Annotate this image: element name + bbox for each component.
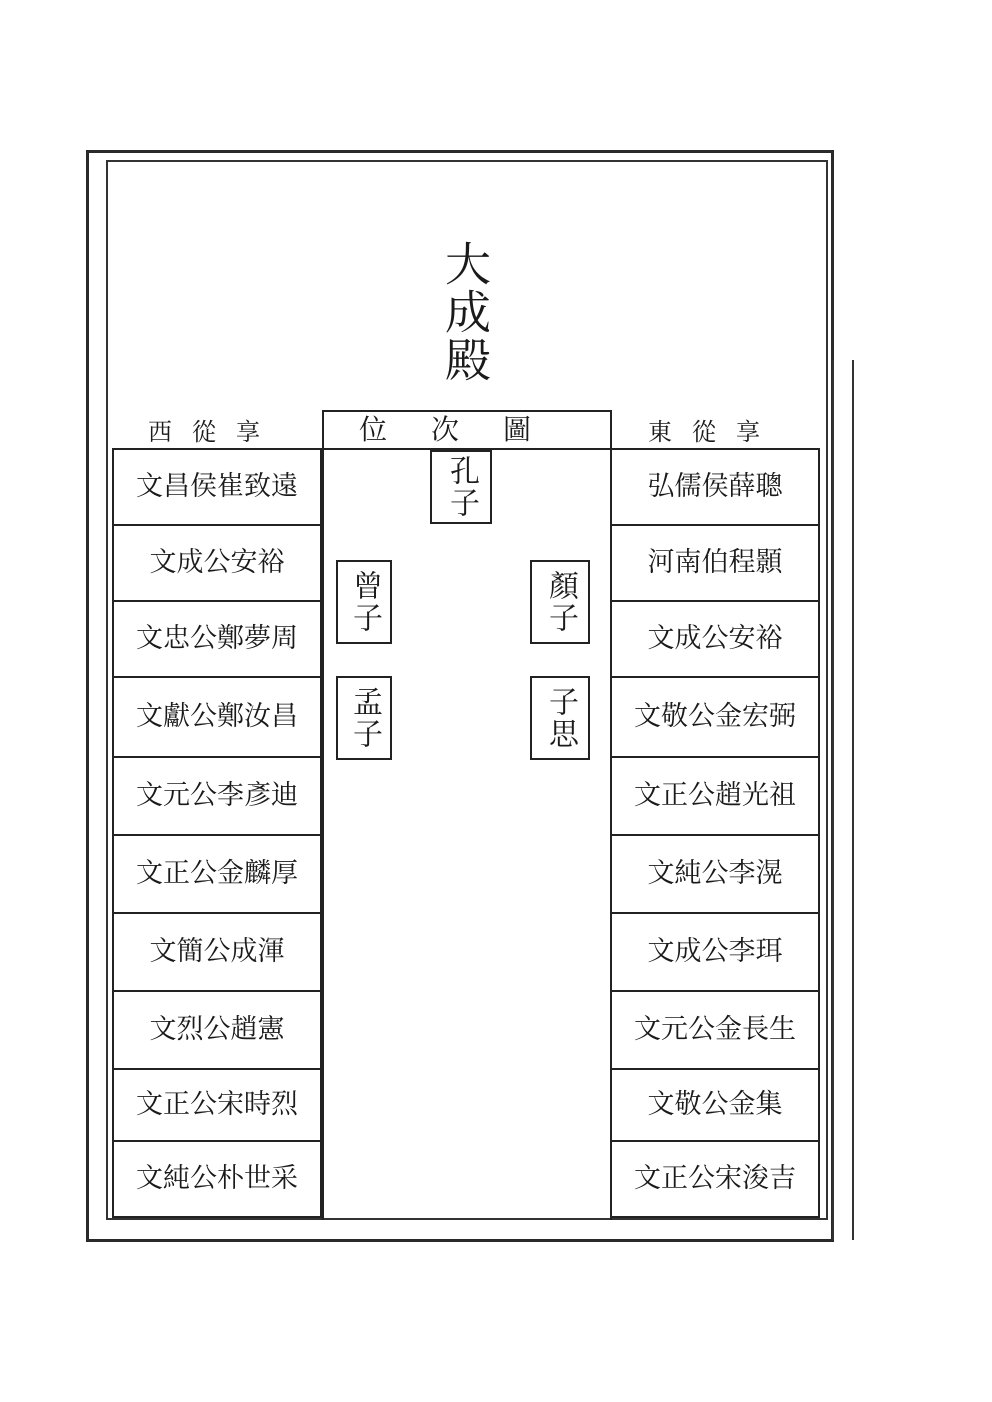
tablet-yanzi-label: 顏子	[543, 570, 578, 634]
tablet-zisi-label: 子思	[543, 686, 578, 750]
seating-chart-title: 位次圖	[322, 410, 612, 450]
center-shrine-column	[322, 450, 612, 1220]
west-entry-3: 文忠公鄭夢周	[114, 602, 320, 678]
tablet-confucius	[430, 450, 492, 524]
book-margin-strip	[832, 360, 854, 1240]
east-entry-9: 文敬公金集	[612, 1070, 818, 1142]
tablet-mencius	[336, 676, 392, 760]
tablet-zisi	[530, 676, 590, 760]
east-entry-10: 文正公宋浚吉	[634, 1163, 796, 1194]
west-entry-5: 文元公李彥迪	[114, 758, 320, 836]
east-entry-2: 河南伯程顥	[612, 526, 818, 602]
east-wing-table	[610, 448, 820, 1218]
east-entry-3: 文成公安裕	[612, 602, 818, 678]
east-entry-4: 文敬公金宏弼	[612, 678, 818, 758]
tablet-mencius-label: 孟子	[347, 686, 382, 750]
west-entry-8: 文烈公趙憲	[114, 992, 320, 1070]
west-entry-7: 文簡公成渾	[114, 914, 320, 992]
west-wing-table	[112, 448, 322, 1218]
tablet-zengzi	[336, 560, 392, 644]
west-entry-2: 文成公安裕	[114, 526, 320, 602]
west-entry-6: 文正公金麟厚	[114, 836, 320, 914]
west-entry-9: 文正公宋時烈	[114, 1070, 320, 1142]
east-entry-1: 弘儒侯薛聰	[612, 450, 818, 526]
east-entry-6: 文純公李滉	[612, 836, 818, 914]
east-entry-7: 文成公李珥	[612, 914, 818, 992]
tablet-confucius-label: 孔子	[444, 455, 479, 519]
west-entry-10: 文純公朴世采	[136, 1163, 298, 1194]
tablet-zengzi-label: 曾子	[347, 570, 382, 634]
west-wing-label: 西從享	[148, 418, 280, 446]
west-entry-1: 文昌侯崔致遠	[114, 450, 320, 526]
east-entry-5: 文正公趙光祖	[612, 758, 818, 836]
east-entry-8: 文元公金長生	[612, 992, 818, 1070]
hall-title: 大成殿	[438, 240, 492, 384]
east-wing-label: 東從享	[648, 418, 780, 446]
tablet-yanzi	[530, 560, 590, 644]
west-entry-4: 文獻公鄭汝昌	[114, 678, 320, 758]
